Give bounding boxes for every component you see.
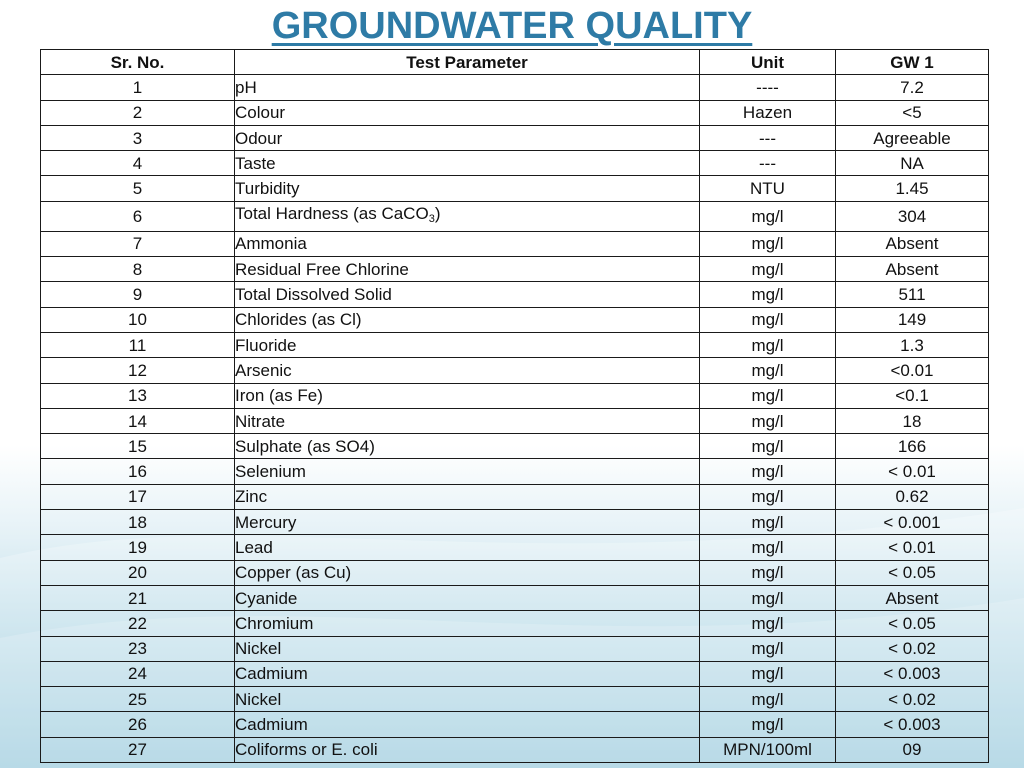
test-parameter-cell: Fluoride [235, 332, 700, 357]
sr-no-cell: 22 [41, 611, 235, 636]
sr-no-cell: 4 [41, 151, 235, 176]
unit-cell: mg/l [700, 282, 836, 307]
gw1-value-cell: 166 [836, 434, 989, 459]
unit-cell: Hazen [700, 100, 836, 125]
gw1-value-cell: < 0.02 [836, 687, 989, 712]
sr-no-cell: 2 [41, 100, 235, 125]
sr-no-cell: 14 [41, 408, 235, 433]
unit-cell: mg/l [700, 257, 836, 282]
sr-no-cell: 10 [41, 307, 235, 332]
test-parameter-cell: Odour [235, 125, 700, 150]
test-parameter-cell: Nitrate [235, 408, 700, 433]
parameter-subscript: 3 [428, 212, 435, 225]
table-row [41, 434, 989, 459]
column-header-gw1: GW 1 [836, 50, 989, 75]
table-row [41, 125, 989, 150]
groundwater-quality-table [40, 49, 989, 763]
sr-no-cell: 18 [41, 510, 235, 535]
test-parameter-cell: Residual Free Chlorine [235, 257, 700, 282]
sr-no-cell: 12 [41, 358, 235, 383]
test-parameter-cell: Lead [235, 535, 700, 560]
table-row [41, 661, 989, 686]
table-row [41, 636, 989, 661]
gw1-value-cell: 18 [836, 408, 989, 433]
test-parameter-cell [235, 201, 700, 231]
gw1-value-cell: 09 [836, 737, 989, 762]
unit-cell: mg/l [700, 661, 836, 686]
table-row [41, 231, 989, 256]
unit-cell: mg/l [700, 434, 836, 459]
table-row [41, 484, 989, 509]
table-row [41, 358, 989, 383]
table-row [41, 585, 989, 610]
sr-no-cell: 21 [41, 585, 235, 610]
table-row [41, 75, 989, 100]
unit-cell: mg/l [700, 535, 836, 560]
sr-no-cell: 20 [41, 560, 235, 585]
test-parameter-cell: Nickel [235, 687, 700, 712]
gw1-value-cell: <0.01 [836, 358, 989, 383]
unit-cell: mg/l [700, 332, 836, 357]
gw1-value-cell: < 0.02 [836, 636, 989, 661]
sr-no-cell: 27 [41, 737, 235, 762]
table-body [41, 75, 989, 763]
unit-cell: mg/l [700, 510, 836, 535]
test-parameter-cell: Zinc [235, 484, 700, 509]
sr-no-cell: 13 [41, 383, 235, 408]
table-row [41, 282, 989, 307]
table-row [41, 201, 989, 231]
test-parameter-cell: Turbidity [235, 176, 700, 201]
test-parameter-cell: Copper (as Cu) [235, 560, 700, 585]
test-parameter-cell: Colour [235, 100, 700, 125]
unit-cell: mg/l [700, 712, 836, 737]
gw1-value-cell: < 0.001 [836, 510, 989, 535]
test-parameter-cell: Chromium [235, 611, 700, 636]
unit-cell: mg/l [700, 231, 836, 256]
column-header-sr-no: Sr. No. [41, 50, 235, 75]
unit-cell: mg/l [700, 636, 836, 661]
table-row [41, 687, 989, 712]
page-title: GROUNDWATER QUALITY [271, 5, 753, 47]
gw1-value-cell: Agreeable [836, 125, 989, 150]
parameter-text: Total Hardness (as CaCO [235, 203, 429, 223]
table-header-row [41, 50, 989, 75]
unit-cell: mg/l [700, 358, 836, 383]
gw1-value-cell: 1.45 [836, 176, 989, 201]
parameter-suffix: ) [434, 203, 441, 223]
table-row [41, 712, 989, 737]
sr-no-cell: 16 [41, 459, 235, 484]
table-row [41, 383, 989, 408]
unit-cell: --- [700, 151, 836, 176]
sr-no-cell: 8 [41, 257, 235, 282]
sr-no-cell: 1 [41, 75, 235, 100]
table-row [41, 611, 989, 636]
gw1-value-cell: 511 [836, 282, 989, 307]
unit-cell: --- [700, 125, 836, 150]
gw1-value-cell: 0.62 [836, 484, 989, 509]
table-row [41, 332, 989, 357]
table-row [41, 408, 989, 433]
gw1-value-cell: < 0.01 [836, 535, 989, 560]
gw1-value-cell: NA [836, 151, 989, 176]
table-row [41, 257, 989, 282]
unit-cell: mg/l [700, 408, 836, 433]
gw1-value-cell: < 0.01 [836, 459, 989, 484]
table-row [41, 176, 989, 201]
table-row [41, 459, 989, 484]
unit-cell: mg/l [700, 201, 836, 231]
unit-cell: NTU [700, 176, 836, 201]
gw1-value-cell: 1.3 [836, 332, 989, 357]
test-parameter-cell: Sulphate (as SO4) [235, 434, 700, 459]
gw1-value-cell: 149 [836, 307, 989, 332]
gw1-value-cell: < 0.05 [836, 560, 989, 585]
sr-no-cell: 11 [41, 332, 235, 357]
test-parameter-cell: Selenium [235, 459, 700, 484]
table-row [41, 535, 989, 560]
unit-cell: mg/l [700, 383, 836, 408]
test-parameter-cell: Taste [235, 151, 700, 176]
gw1-value-cell: Absent [836, 257, 989, 282]
sr-no-cell: 7 [41, 231, 235, 256]
unit-cell: mg/l [700, 307, 836, 332]
sr-no-cell: 17 [41, 484, 235, 509]
unit-cell: mg/l [700, 611, 836, 636]
sr-no-cell: 6 [41, 201, 235, 231]
sr-no-cell: 26 [41, 712, 235, 737]
unit-cell: ---- [700, 75, 836, 100]
gw1-value-cell: 304 [836, 201, 989, 231]
sr-no-cell: 23 [41, 636, 235, 661]
test-parameter-cell: pH [235, 75, 700, 100]
sr-no-cell: 24 [41, 661, 235, 686]
table-row [41, 307, 989, 332]
test-parameter-cell: Nickel [235, 636, 700, 661]
gw1-value-cell: Absent [836, 585, 989, 610]
unit-cell: mg/l [700, 484, 836, 509]
table-row [41, 737, 989, 762]
test-parameter-cell: Mercury [235, 510, 700, 535]
test-parameter-cell: Iron (as Fe) [235, 383, 700, 408]
sr-no-cell: 15 [41, 434, 235, 459]
table-row [41, 560, 989, 585]
table-row [41, 151, 989, 176]
gw1-value-cell: 7.2 [836, 75, 989, 100]
sr-no-cell: 25 [41, 687, 235, 712]
unit-cell: mg/l [700, 687, 836, 712]
gw1-value-cell: < 0.003 [836, 661, 989, 686]
unit-cell: mg/l [700, 560, 836, 585]
test-parameter-cell: Cadmium [235, 661, 700, 686]
test-parameter-cell: Cyanide [235, 585, 700, 610]
test-parameter-cell: Ammonia [235, 231, 700, 256]
unit-cell: mg/l [700, 459, 836, 484]
gw1-value-cell: < 0.05 [836, 611, 989, 636]
table-row [41, 510, 989, 535]
test-parameter-cell: Chlorides (as Cl) [235, 307, 700, 332]
gw1-value-cell: <5 [836, 100, 989, 125]
test-parameter-cell: Total Dissolved Solid [235, 282, 700, 307]
unit-cell: MPN/100ml [700, 737, 836, 762]
table-row [41, 100, 989, 125]
gw1-value-cell: < 0.003 [836, 712, 989, 737]
sr-no-cell: 19 [41, 535, 235, 560]
test-parameter-cell: Arsenic [235, 358, 700, 383]
test-parameter-cell: Coliforms or E. coli [235, 737, 700, 762]
test-parameter-cell: Cadmium [235, 712, 700, 737]
gw1-value-cell: Absent [836, 231, 989, 256]
sr-no-cell: 5 [41, 176, 235, 201]
sr-no-cell: 9 [41, 282, 235, 307]
sr-no-cell: 3 [41, 125, 235, 150]
column-header-test-parameter: Test Parameter [235, 50, 700, 75]
gw1-value-cell: <0.1 [836, 383, 989, 408]
column-header-unit: Unit [700, 50, 836, 75]
unit-cell: mg/l [700, 585, 836, 610]
